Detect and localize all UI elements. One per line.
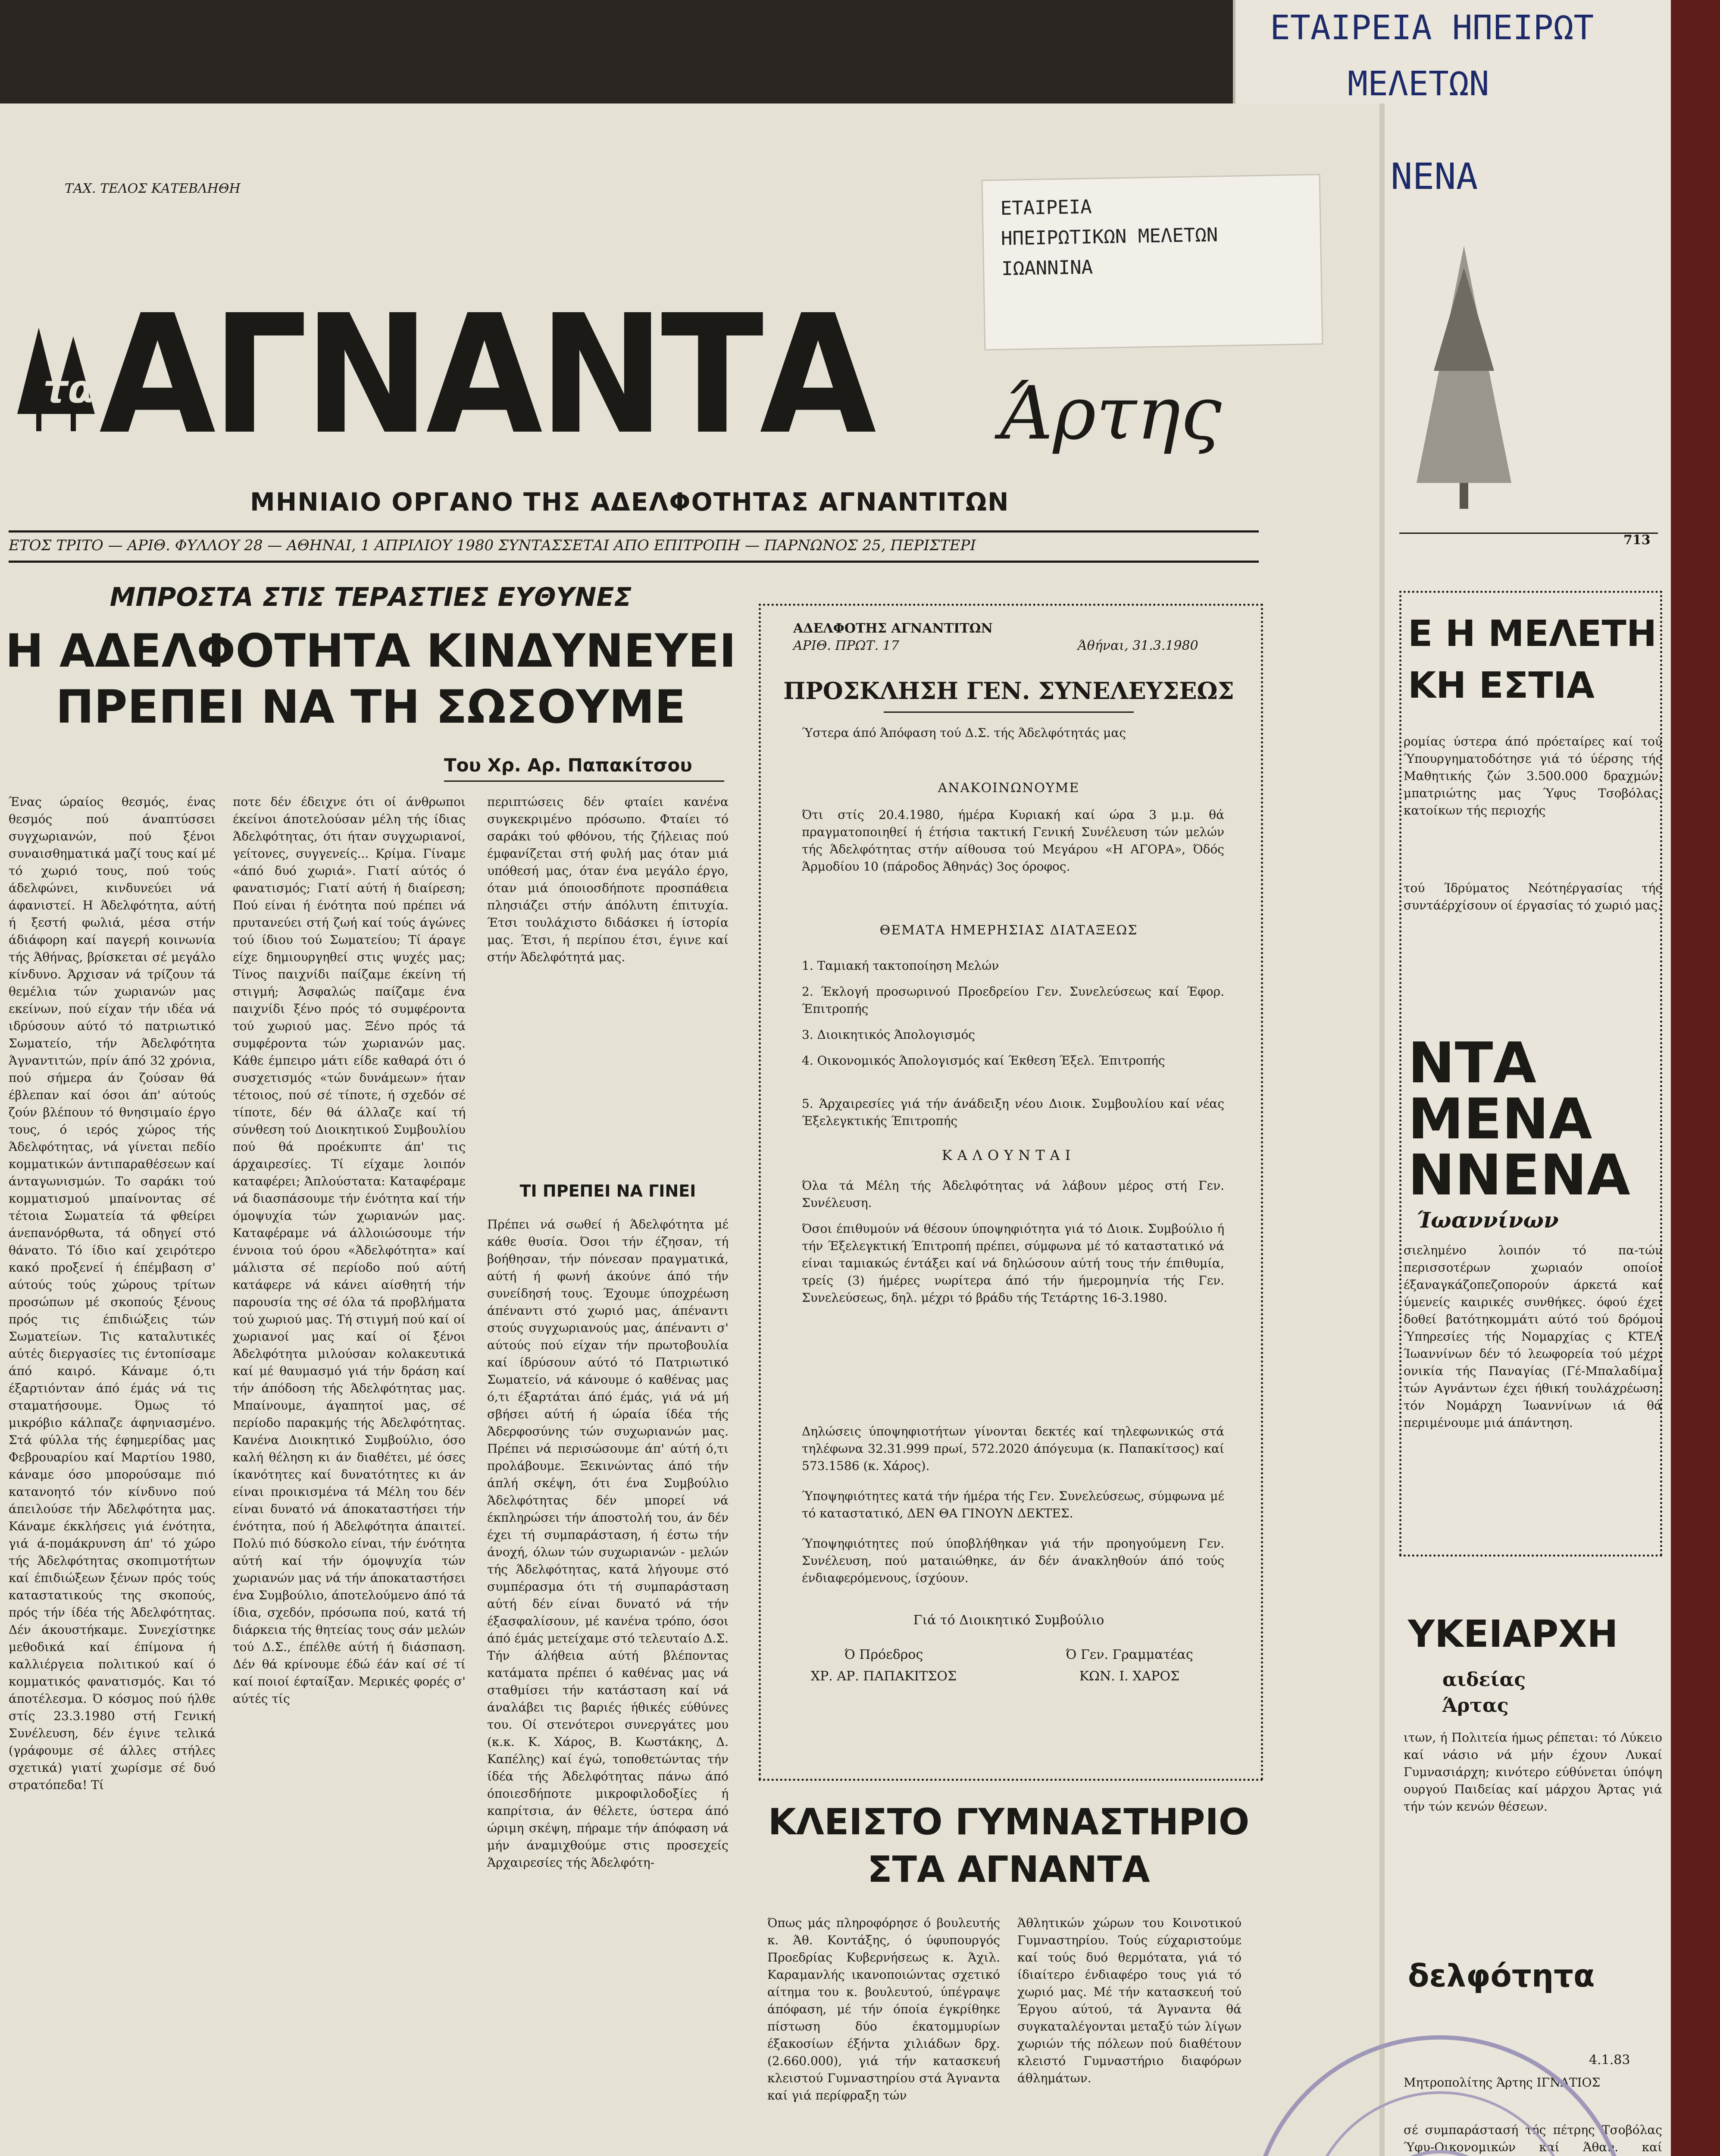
notice-title-rule (884, 711, 1134, 713)
back-paragraph-1: ρομίας ύστερα άπό πρόεταίρες καί τού Ύπουργηματοδότησε γιά τό ύέρσης τής Μαθητικής ζών 3.500.000 δραχμών. μπατριώτης μας Ύφυς Τσοβόλας. κατοίκων τής περιοχής (1404, 734, 1662, 818)
notice-intro: Ύστερα άπό Άπόφαση τού Δ.Σ. τής Άδελφότητάς μας (802, 726, 1126, 740)
title: ΑΓΝΑΝΤΑ (99, 279, 873, 470)
note-card-line-3: ΙΩΑΝΝΙΝΑ (1001, 256, 1093, 280)
lead-headline-1: Η ΑΔΕΛΦΟΤΗΤΑ ΚΙΝΔΥΝΕΥΕΙ (5, 624, 736, 677)
back-issue-number: 713 (1623, 533, 1651, 548)
notice-agenda-4: 4. Οικονομικός Άπολογισμός καί Έκθεση Έξελ. Έπιτροπής (802, 1053, 1165, 1068)
gym-column-1: Όπως μάς πληροφόρησε ό βουλευτής κ. Άθ. Κοντάξης, ό ύφυπουργός Προεδρίας Κυβερνήσεως κ. Άχιλ. Καραμανλής ικανοποιώντας σχετικό αίτημα του κ. βουλευτού, ύπέγραψε άπόφαση, μέ τήν όποία έγκρίθηκε πίστωση δύο έκατομμυρίων έξακοσίων έξήντα χιλιάδων δρχ. (2.660.000), γιά τήν κατασκευή κλειστού Γυμναστηρίου στά Άγναντα καί γιά περίφραξη τών (767, 1916, 1000, 2103)
binder-spine (1664, 0, 1720, 2156)
stamp-emblem (1254, 2040, 1625, 2156)
notice-secretary-title: Ό Γεν. Γραμματέας (1066, 1647, 1193, 1662)
notice-org: ΑΔΕΛΦΟΤΗΣ ΑΓΝΑΝΤΙΤΩΝ (793, 621, 993, 636)
lead-subhead: ΤΙ ΠΡΕΠΕΙ ΝΑ ΓΙΝΕΙ (519, 1181, 696, 1200)
byline-rule (444, 780, 724, 782)
notice-paragraph-6: Ύποψηφιότητες πού ύποβλήθηκαν γιά τήν προηγούμενη Γεν. Συνέλευση, πού ματαιώθηκε, άν δέν άνακληθούν άπό τούς ένδιαφερόμενους, ίσχύουν. (802, 1536, 1224, 1585)
notice-agenda-2: 2. Έκλογή προσωρινού Προεδρείου Γεν. Συνελεύσεως καί Έφορ. Έπιτροπής (802, 984, 1224, 1016)
handwritten-label-1: ΕΤΑΙΡΕΙΑ ΗΠΕΙΡΩΤ (1270, 9, 1594, 47)
lead-column-2: ποτε δέν έδειχνε ότι οί άνθρωποι έκείνοι άποτελούσαν μέλη τής ίδιας Άδελφότητας, ότι ήταν συγχωριανοί, γείτονες, συγγενείς... Κρίμα. Γίναμε «άπό δυό χωριά». Γιατί αύτός ό φανατισμός; Γιατί αύτή ή διαίρεση; Πού είναι ή ένότητα πού πρέπει νά πρυτανεύει στή ζωή καί τούς άγώνες τού ίδιου τού Σωματείου; Τί άραγε είχε δημιουργηθεί στις ψυχές μας; Τίνος παιχνίδι παίζαμε έκείνη τή στιγμή; Άσφαλώς παίζαμε ένα παιχνίδι ξένο πρός τό συμφέροντα τού χωριού μας. Ξένο πρός τά συμφέροντα τών χωριανών μας. Κάθε έμπειρο μάτι είδε καθαρά ότι ό συσχετισμός «τών δυνάμεων» ήταν τέτοιος, πού σέ τίποτε, ή σχεδόν σέ τίποτε, δέν θά άλλαζε καί τή σύνθεση τού Διοικητικού Συμβουλίου πού θά προέκυπτε άπ' τις άρχαιρεσίες. Τί είχαμε λοιπόν καταφέρει; Άπλούστατα: Καταφέραμε νά διασπάσουμε τήν ένότητα καί τήν όμοψυχία τών χωριανών μας. Καταφέραμε νά άλλοιώσουμε τήν έννοια τού όρου «Άδελφότητα» καί μάλιστα σέ περίοδο πού αύτή κατάφερε νά κάνει αίσθητή τήν παρουσία της σέ όλα τά προβλήματα τού χωριού μας. Τή στιγμή πού καί οί χωριανοί μας καί οί ξένοι Άδελφότητα μιλούσαν κολακευτικά καί μέ θαυμασμό γιά τήν δράση καί τήν άπόδοση τής Άδελφότητας μας. Μπαίνουμε, άγαπητοί μας, σέ περίοδο παρακμής τής Άδελφότητας. Κανένα Διοικητικό Συμβούλιο, όσο καλή θέληση κι άν διαθέτει, μέ όσες ίκανότητες καί δυνατότητες κι άν είναι προικισμένα τά Μέλη του δέν είναι δυνατό νά άποκαταστήσει τήν ένότητα, πού ή Άδελφότητα άπαιτεί. Πολύ πιό δύσκολο είναι, τήν ένότητα αύτή καί τήν όμοψυχία τών χωριανών μας νά τήν άποκαταστήσει ένα Συμβούλιο, άποτελούμενο άπό τά ίδια, σχεδόν, πρόσωπα πού, κατά τή διάρκεια τής θητείας τους σάν μελών τού Δ.Σ., έπέλθε αύτή ή διάσπαση. Δέν θά κρίνουμε έδώ έάν καί σέ τί καί ποιοί έφταίξαν. Μερικές φορές σ' αύτές τίς (233, 795, 466, 1706)
notice-title: ΠΡΟΣΚΛΗΣΗ ΓΕΝ. ΣΥΝΕΛΕΥΣΕΩΣ (783, 677, 1234, 705)
back-headline-4: δελφότητα (1408, 1958, 1595, 1994)
handwritten-label-3: ΝΕΝΑ (1391, 155, 1478, 197)
tree-illustration (1399, 241, 1529, 509)
masthead-rule-top (9, 530, 1259, 533)
note-card-line-2: ΗΠΕΙΡΩΤΙΚΩΝ ΜΕΛΕΤΩΝ (1001, 224, 1218, 250)
title-small: τα (43, 367, 95, 412)
handwritten-label-2: ΜΕΛΕΤΩΝ (1348, 65, 1489, 103)
lead-headline-2: ΠΡΕΠΕΙ ΝΑ ΤΗ ΣΩΣΟΥΜΕ (56, 680, 686, 733)
note-card (982, 174, 1323, 351)
lead-column-3b: Πρέπει νά σωθεί ή Άδελφότητα μέ κάθε θυσία. Όσοι τήν έζησαν, τή βοήθησαν, τήν πόνεσαν πραγματικά, αύτή ή φωνή άκούνε άπό τήν συνείδησή τους. Έχουμε ύποχρέωση άπέναντι στό χωριό μας, άπέναντι στούς συγχωριανούς μας, άπέναντι σ' αύτούς πού είχαν τήν πρωτοβουλία καί ίδρύσουν αύτό τό Πατριωτικό Σωματείο, νά κάνουμε ό καθένας μας ό,τι έξαρτάται άπό έμάς, γιά νά μή σβήσει αύτή ή ώραία ίδέα τής Άδερφοσύνης τών συχωριανών μας. Πρέπει νά περισώσουμε άπ' αύτή ό,τι προλάβουμε. Ξεκινώντας άπό τήν άπλή σκέψη, ότι ένα Συμβούλιο Άδελφότητας δέν μπορεί νά έκπληρώσει τήν άποστολή του, άν δέν έχει τή συμπαράσταση, ή έστω τήν άνοχή, όλων τών συχωριανών - μελών τής Άδελφότητας, κατά λήγουμε στό συμπέρασμα ότι τή συμπαράσταση αύτή δέν είναι δυνατό νά τήν έξασφαλίσουν, μέ κανένα τρόπο, όσοι άπό έμάς μετείχαμε στό τελευταίο Δ.Σ. Τήν άλήθεια αύτή βλέποντας κατάματα πρέπει ό καθένας μας νά σταθμίσει τήν κατάσταση καί νά άναλάβει τις βαριές ήθικές εύθύνες του. Οί στενότεροι συνεργάτες μου (κ.κ. Κ. Χάρος, Β. Κωστάκης, Δ. Καπέλης) καί έγώ, τοποθετώντας τήν ίδέα τής Άδελφότητας πάνω άπό όποιεσδήποτε μικροφιλοδοξίες ή καπρίτσια, άν θέλετε, ύστερα άπό ώριμη σκέψη, πήραμε τήν άπόφαση νά μήν άναμιχθούμε στις προσεχείς Άρχαιρεσίες τής Άδελφότη- (487, 1217, 729, 1870)
back-headline-3-sub1: αιδείας (1442, 1669, 1526, 1691)
notice-call: ΚΑΛΟΥΝΤΑΙ (941, 1147, 1076, 1163)
notice-paragraph-1: Ότι στίς 20.4.1980, ήμέρα Κυριακή καί ώρα 3 μ.μ. θά πραγματοποιηθεί ή έτήσια τακτική Γενική Συνέλευση τών μελών τής Άδελφότητας στήν αίθουσα τού Μεγάρου «Η ΑΓΟΡΑ», Όδός Άρμοδίου 10 (πάροδος Άθηνάς) 3ος όροφος. (802, 808, 1224, 874)
notice-agenda-5: 5. Άρχαιρεσίες γιά τήν άνάδειξη νέου Διοικ. Συμβουλίου καί νέας Έξελεγκτικής Έπιτροπής (802, 1097, 1224, 1128)
notice-president-name: ΧΡ. ΑΡ. ΠΑΠΑΚΙΤΣΟΣ (810, 1669, 957, 1684)
notice-secretary-name: ΚΩΝ. Ι. ΧΑΡΟΣ (1079, 1669, 1180, 1684)
back-big-sub: Ίωαννίνων (1417, 1207, 1559, 1233)
back-paragraph-5: Μητροπολίτης Άρτης ΙΓΝΑΤΙΟΣ (1404, 2075, 1601, 2090)
lead-kicker: ΜΠΡΟΣΤΑ ΣΤΙΣ ΤΕΡΑΣΤΙΕΣ ΕΥΘΥΝΕΣ (109, 582, 632, 612)
title-script: Άρτης (1000, 371, 1222, 456)
notice-board: Γιά τό Διοικητικό Συμβούλιο (913, 1613, 1104, 1628)
notice-president-title: Ό Πρόεδρος (844, 1647, 923, 1662)
archive-stamp (1250, 2035, 1629, 2156)
back-headline-1: Ε Η ΜΕΛΕΤΗ (1408, 612, 1657, 655)
back-paragraph-4: ιτων, ή Πολιτεία ήμως ρέπεται: τό Λύκειο καί νάσιο νά μήν έχουν Λυκαί Γυμνασιάρχη; κινότερο εύθύνεται ύπόψη ουργού Παιδείας καί μάρχου Άρτας γιά τήν τών κενών θέσεων. (1404, 1730, 1662, 1814)
notice-agenda-title: ΘΕΜΑΤΑ ΗΜΕΡΗΣΙΑΣ ΔΙΑΤΑΞΕΩΣ (879, 923, 1138, 938)
gym-headline-2: ΣΤΑ ΑΓΝΑΝΤΑ (867, 1848, 1150, 1890)
note-card-line-1: ΕΤΑΙΡΕΙΑ (1000, 196, 1092, 220)
notice-agenda-3: 3. Διοικητικός Άπολογισμός (802, 1028, 975, 1042)
gym-column-2: Άθλητικών χώρων του Κοινοτικού Γυμναστηρίου. Τούς εύχαριστούμε καί τούς δυό θερμότατα, γιά τό ίδιαίτερο ένδιαφέρο τους γιά τό χωριό μας. Μέ τήν κατασκευή τού Έργου αύτού, τά Άγναντα θά συγκαταλέγονται μεταξύ τών λίγων χωριών τής πόλεων πού διαθέτουν κλειστό Γυμναστήριο διαφόρων άθλημάτων. (1017, 1916, 1242, 2085)
back-headline-3: ΥΚΕΙΑΡΧΗ (1408, 1613, 1618, 1656)
notice-date: Άθήναι, 31.3.1980 (1078, 638, 1198, 653)
gym-headline-1: ΚΛΕΙΣΤΟ ΓΥΜΝΑΣΤΗΡΙΟ (768, 1801, 1250, 1843)
notice-ref: ΑΡΙΘ. ΠΡΩΤ. 17 (793, 638, 899, 653)
back-rule (1399, 533, 1658, 534)
newspaper-front-page (0, 103, 1379, 2156)
issue-line: ΕΤΟΣ ΤΡΙΤΟ — ΑΡΙΘ. ΦΥΛΛΟΥ 28 — ΑΘΗΝΑΙ, 1 ΑΠΡΙΛΙΟΥ 1980 ΣΥΝΤΑΣΣΕΤΑΙ ΑΠΟ ΕΠΙΤΡΟΠΗ — ΠΑΡΝΩΝΟΣ 25, ΠΕΡΙΣΤΕΡΙ (9, 537, 976, 554)
back-date-note: 4.1.83 (1589, 2053, 1630, 2068)
back-headline-2: ΚΗ ΕΣΤΙΑ (1408, 664, 1595, 706)
masthead-rule-bottom (9, 561, 1259, 563)
back-big-1: ΝΤΑ (1408, 1030, 1537, 1096)
lead-column-1: Ένας ώραίος θεσμός, ένας θεσμός πού άναπτύσσει συγχωριανών, πού ξένοι συναισθηματικά μαζί τους καί μέ τό χωριό τους, πού τούς άδελφώνει, κινδυνεύει νά άφανιστεί. Η Άδελφότητα, αύτή ή ξεστή φωλιά, μέσα στήν άδιάφορη καί παγερή κοινωνία τής Άθήνας, βρίσκεται σέ μεγάλο κίνδυνο. Άρχισαν νά τρίζουν τά θεμέλια τών χωριανών μας εκείνων, πού είχαν τήν ιδέα νά ιδρύσουν αύτό τό πατριωτικό Σωματείο, τήν Άδελφότητα Άγναντιτών, πρίν άπό 32 χρόνια, πού σήμερα άν ζούσαν θά έβλεπαν καί όσοι άπ' αύτούς ζούν βλέπουν τό θνησιμαίο έργο τους, ό ιερός χώρος τής Άδελφότητας, νά γίνεται πεδίο κομματικών άντιπαραθέσεων καί άνταγωνισμών. Το σαράκι τού κομματισμού μπαίνοντας σέ τέτοια Σωματεία τά φθείρει άνεπανόρθωτα, τά οδηγεί στό θάνατο. Τό ίδιο καί χειρότερο κακό προξενεί ή έπέμβαση σ' αύτούς τούς χώρους τρίτων προσώπων μέ σκοπούς ξένους πρός τις έπιδιώξεις τών Σωματείων. Τις καταλυτικές αύτές διεργασίες τις έντοπίσαμε άπό καιρό. Κάναμε ό,τι έξαρτιόνταν άπό έμάς νά τις σταματήσουμε. Όμως τό μικρόβιο κάλπαζε άφηνιασμένο. Στά φύλλα τής έφημερίδας μας Φεβρουαρίου καί Μαρτίου 1980, κάναμε όσο μπορούσαμε πιό κατανοητό τόν κίνδυνο πού άπειλούσε τήν Άδελφότητα μας. Κάναμε έκκλήσεις γιά ένότητα, γιά ά-πομάκρυνση άπ' τό χώρο τής Άδελφότητας σκοπιμοτήτων καί έπιδιώξεων ξένων πρός τούς καταστατικούς της σκοπούς, πρός τήν ίδέα τής Άδελφότητας. Δέν άκουστήκαμε. Συνεχίστηκε μεθοδικά καί έπίμονα ή καλλιέργεια πολιτικού καί ό κομματικός φανατισμός. Και τό άποτέλεσμα. Ό κόσμος πού ήλθε στίς 23.3.1980 στή Γενική Συνέλευση, δέν έγινε τελικά (γράφουμε σέ άλλες στήλες σχετικά) γιατί χωρίσμε σέ δυό στρατόπεδα! Τί (9, 795, 216, 1792)
postage-note: ΤΑΧ. ΤΕΛΟΣ ΚΑΤΕΒΛΗΘΗ (65, 181, 241, 196)
notice-paragraph-3: Όσοι έπιθυμούν νά θέσουν ύποψηφιότητα γιά τό Διοικ. Συμβούλιο ή τήν Έξελεγκτική Έπιτροπή πρέπει, σύμφωνα μέ τό καταστατικό νά είναι ταμιακώς έντάξει καί νά δηλώσουν αύτή τους τήν έπιθυμία, τρείς (3) ήμέρες νωρίτερα άπό τήν ήμερομηνία τής Γεν. Συνελεύσεως, δηλ. μέχρι τό βράδυ τής Τετάρτης 16-3.1980. (802, 1222, 1224, 1305)
back-paragraph-3: σιελημένο λοιπόν τό πα-τών περισσοτέρων χωριαόν οποίοι έξαναγκάζοπεζοπορούν άρκετά καί ύμενείς καιρικές συνθήκες. όφού έχει δοθεί βατότηκομμάτι αύτό τού δρόμου Ύπηρεσίες τής Νομαρχίας ς ΚΤΕΛ Ίωαννίνων δέν τό λεωφορεία τού μέχρι ονικία τής Παναγίας (Γέ-Μπαλαδίμα) τών Αγνάντων έχει ήθική τουλάχρέωση. τόν Νομάρχη Ίωαννίνων ιά θά περιμένουμε μιά άπάντηση. (1404, 1243, 1662, 1430)
lead-byline: Του Χρ. Αρ. Παπακίτσου (444, 755, 692, 776)
notice-agenda-1: 1. Ταμιακή τακτοποίηση Μελών (802, 959, 999, 973)
back-paragraph-2: τού Ίδρύματος Νεότηέργασίας τής συντάέρχίσουν οί έργασίας τό χωριό μας. (1404, 881, 1662, 912)
notice-paragraph-5: Ύποψηφιότητες κατά τήν ήμέρα τής Γεν. Συνελεύσεως, σύμφωνα μέ τό καταστατικό, ΔΕΝ ΘΑ ΓΙΝΟΥΝ ΔΕΚΤΕΣ. (802, 1489, 1224, 1520)
back-big-2: ΜΕΝΑ (1408, 1086, 1592, 1152)
lead-column-3a: περιπτώσεις δέν φταίει κανένα συγκεκριμένο πρόσωπο. Φταίει τό σαράκι τού φθόνου, τής ζήλειας πού έμφανίζεται στή φυλή μας όταν μιά υπόθεσή μας, όταν ένα μεγάλο έργο, όταν μιά όποιοσδήποτε προσπάθεια πλησιάζει στήν άπόλυτη έπιτυχία. Έτσι τουλάχιστο διδάσκει ή ίστορία μας. Έτσι, ή περίπου έτσι, έγινε καί στήν Άδελφότητά μας. (487, 795, 729, 964)
back-headline-3-sub2: Άρτας (1442, 1695, 1509, 1717)
notice-announce: ΑΝΑΚΟΙΝΩΝΟΥΜΕ (938, 780, 1080, 796)
subtitle: ΜΗΝΙΑΙΟ ΟΡΓΑΝΟ ΤΗΣ ΑΔΕΛΦΟΤΗΤΑΣ ΑΓΝΑΝΤΙΤΩΝ (250, 487, 1010, 517)
back-big-3: ΝΝΕΝΑ (1408, 1142, 1630, 1208)
back-paragraph-6: σέ συμπαράστασή τής πέτρης Τσοβόλας Ύφυ-Οικονομικών καί Άθαν. καί (1404, 2123, 1662, 2154)
notice-paragraph-2: Όλα τά Μέλη τής Άδελφότητας νά λάβουν μέρος στή Γεν. Συνέλευση. (802, 1178, 1224, 1210)
notice-paragraph-4: Δηλώσεις ύποψηφιοτήτων γίνονται δεκτές καί τηλεφωνικώς στά τηλέφωνα 32.31.999 πρωί, 572.2020 άπόγευμα (κ. Παπακίτσος) καί 573.1586 (κ. Χάρος). (802, 1424, 1224, 1473)
